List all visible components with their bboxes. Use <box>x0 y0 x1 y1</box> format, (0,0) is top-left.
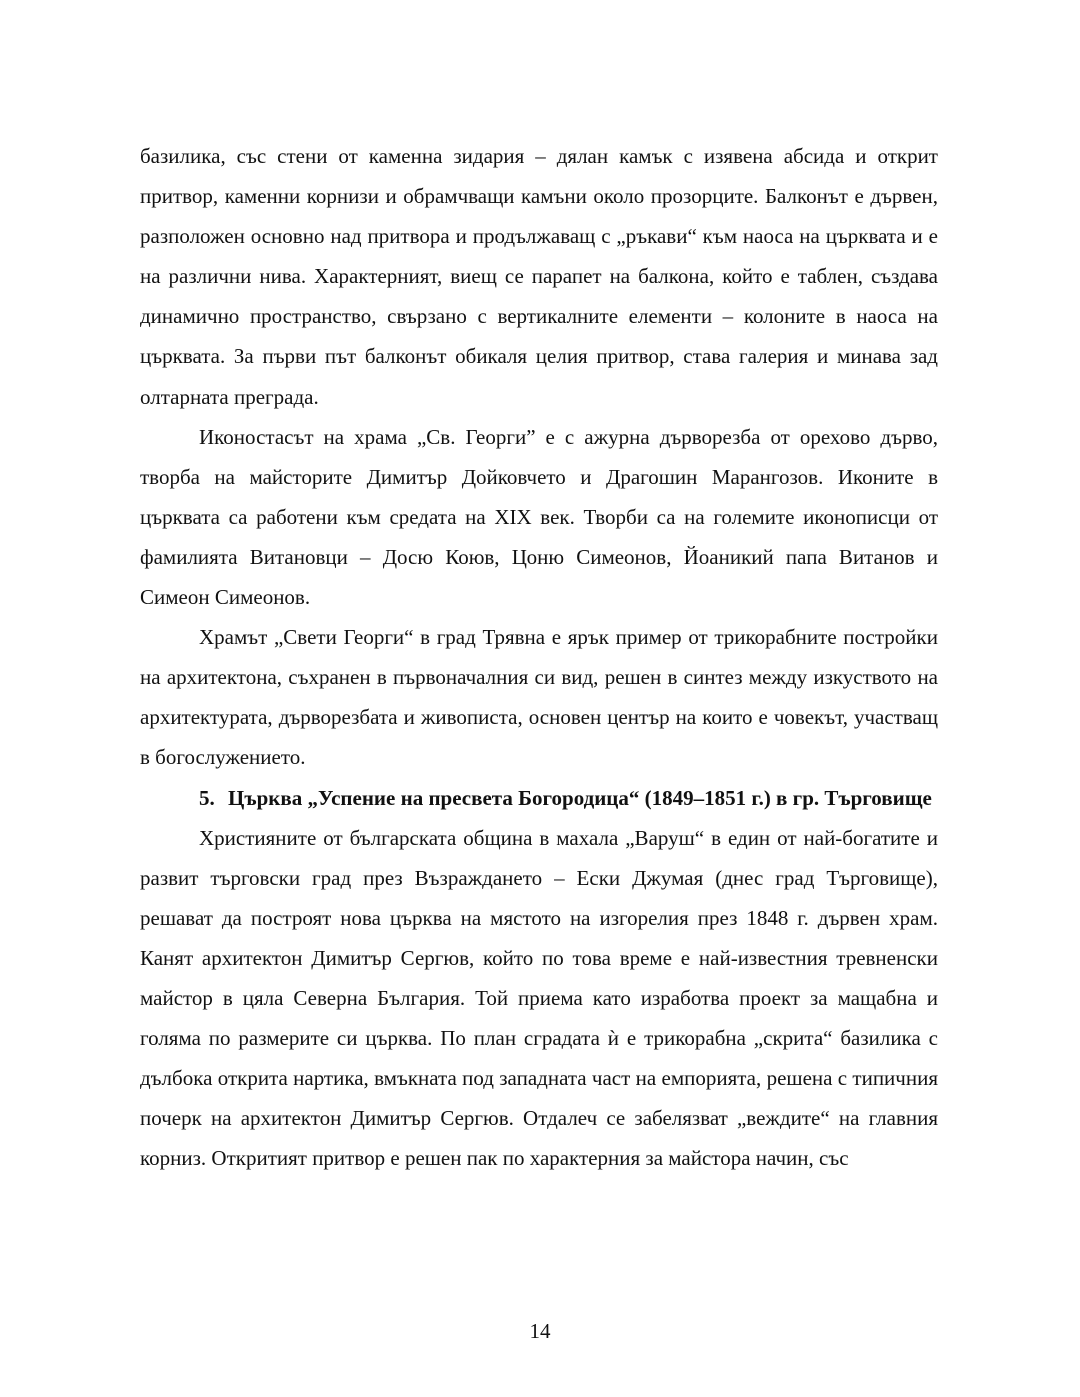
section-heading-number: 5. <box>199 785 215 810</box>
paragraph-iconostasis: Иконостасът на храма „Св. Георги” е с ажурна дърворезба от орехово дърво, творба на майсторите Димитър Дойковчето и Драгошин Марангозов. Иконите в църквата са работени към средата на XIX век. Творби са на големите иконописци от фамилията Витановци – Досю Коюв, Цоню Симеонов, Йоаникий папа Витанов и Симеон Симеонов. <box>140 424 938 610</box>
body-text <box>140 136 938 1178</box>
paragraph-balcony: базилика, със стени от каменна зидария – дялан камък с изявена абсида и открит притвор, каменни корнизи и обрамчващи камъни около прозорците. Балконът е дървен, разположен основно над притвора и продължаващ с „ръкави“ към наоса на църквата и е на различни нива. Характерният, виещ се парапет на балкона, който е таблен, създава динамично пространство, свързано с вертикалните елементи – колоните в наоса на църквата. За първи път балконът обикаля целия притвор, става галерия и минава зад олтарната преграда. <box>140 144 938 409</box>
page-number: 14 <box>529 1319 551 1343</box>
paragraph-church-summary: Храмът „Свети Георги“ в град Трявна е ярък пример от трикорабните постройки на архитектона, съхранен в първоначалния си вид, решен в синтез между изкуството на архитектурата, дърворезбата и живописта, основен център на които е човекът, участващ в богослужението. <box>140 625 938 770</box>
section-heading <box>140 778 938 818</box>
section-heading-text: Църква „Успение на пресвета Богородица“ (1849–1851 г.) в гр. Търговище <box>228 785 932 810</box>
paragraph-targovishte: Християните от българската община в махала „Варуш“ в един от най-богатите и развит търговски град през Възраждането – Ески Джумая (днес град Търговище), решават да построят нова църква на мястото на изгорелия през 1848 г. дървен храм. Канят архитектон Димитър Сергюв, който по това време е най-известния тревненски майстор в цяла Северна България. Той приема като изработва проект за мащабна и голяма по размерите си църква. По план сградата ѝ е трикорабна „скрита“ базилика с дълбока открита нартика, вмъкната под западната част на емпорията, решена с типичния почерк на архитектон Димитър Сергюв. Отдалеч се забелязват „веждите“ на главния корниз. Откритият притвор е решен пак по характерния за майстора начин, със <box>140 825 938 1171</box>
